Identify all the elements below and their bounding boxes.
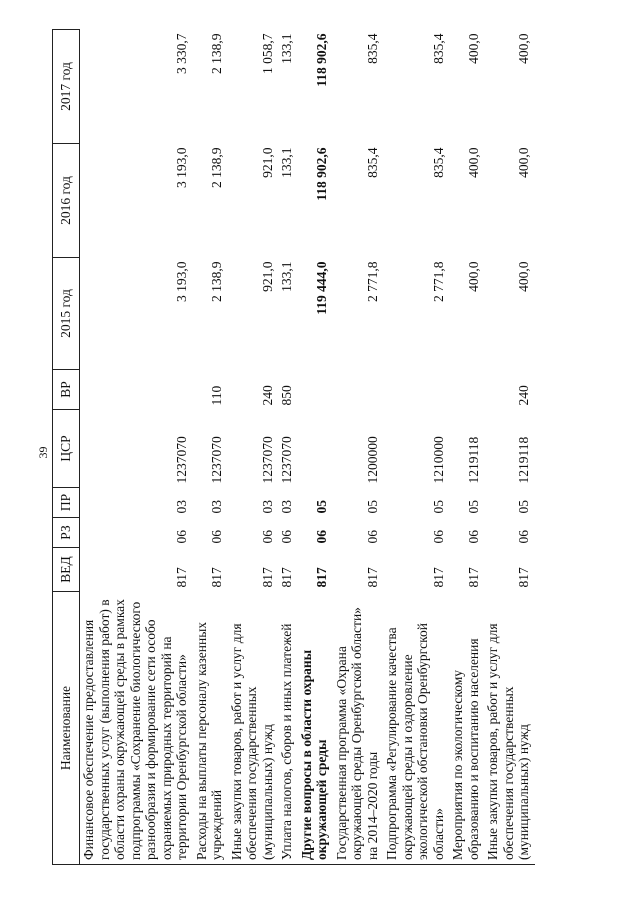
row-vr (80, 370, 193, 410)
row-vr (333, 370, 384, 410)
table-row (228, 30, 279, 865)
table-row (333, 30, 384, 865)
row-vr (383, 370, 449, 410)
row-amount-2015: 400,0 (465, 261, 481, 292)
row-ved: 817 (516, 567, 531, 588)
table-row (383, 30, 449, 865)
row-amount-2017: 3 330,7 (174, 33, 189, 74)
row-name: Финансовое обеспечение предоставления государственных услуг (выполнения работ) в области охраны окружающей среды в рамках подпрограммы «Сохранение биологического разнообразия и формирование сети особо охраняемых природных территорий на территории Оренбургской области» (80, 592, 193, 865)
row-amount-2016: 118 902,6 (314, 147, 329, 201)
row-amount-2017: 835,4 (430, 33, 446, 64)
row-amount-2017: 400,0 (516, 33, 531, 64)
row-amount-2015: 400,0 (516, 261, 531, 292)
row-amount-2015: 921,0 (259, 261, 275, 292)
header-rz: РЗ (53, 518, 80, 548)
header-year-2016: 2016 год (53, 144, 80, 258)
row-vr: 110 (209, 385, 224, 406)
row-csr: 1237070 (209, 436, 224, 484)
row-amount-2017: 133,1 (279, 33, 294, 64)
row-pr: 03 (279, 500, 294, 514)
row-pr: 05 (430, 500, 446, 514)
row-csr (298, 410, 333, 488)
row-rz: 06 (364, 530, 380, 544)
row-csr: 1210000 (430, 436, 446, 484)
table-row (80, 30, 193, 865)
row-rz: 06 (209, 530, 224, 544)
table-row (484, 30, 535, 865)
row-pr: 05 (516, 500, 531, 514)
row-vr: 850 (279, 385, 294, 406)
row-rz: 06 (465, 530, 481, 544)
header-name: Наименование (53, 592, 80, 865)
row-ved: 817 (465, 567, 481, 588)
page-number: 39 (36, 446, 50, 459)
row-ved: 817 (209, 567, 224, 588)
table-row (278, 30, 298, 865)
budget-table (52, 29, 535, 865)
row-amount-2016: 3 193,0 (174, 147, 189, 188)
row-amount-2016: 133,1 (279, 147, 294, 178)
row-pr: 05 (364, 500, 380, 514)
table-header-row (53, 30, 80, 865)
row-amount-2015: 2 771,8 (364, 261, 380, 302)
row-vr (449, 370, 484, 410)
row-csr: 1219118 (465, 436, 481, 484)
row-csr: 1237070 (174, 436, 189, 484)
row-csr: 1200000 (364, 436, 380, 484)
row-ved: 817 (174, 567, 189, 588)
row-amount-2015: 2 138,9 (209, 261, 224, 302)
row-name: Подпрограмма «Регулирование качества окружающей среды и оздоровление экологической обстановки Оренбургской области» (383, 592, 449, 865)
row-rz: 06 (174, 530, 189, 544)
row-amount-2016: 2 138,9 (209, 147, 224, 188)
row-rz: 06 (314, 530, 329, 544)
row-amount-2016: 835,4 (364, 147, 380, 178)
header-vr: ВР (53, 370, 80, 410)
row-name: Другие вопросы в области охраны окружающей среды (298, 592, 333, 865)
row-rz: 06 (259, 530, 275, 544)
row-amount-2015: 133,1 (279, 261, 294, 292)
header-ved: ВЕД (53, 548, 80, 592)
header-csr: ЦСР (53, 410, 80, 488)
row-amount-2016: 921,0 (259, 147, 275, 178)
row-name: Иные закупки товаров, работ и услуг для обеспечения государственных (муниципальных) нужд (228, 592, 279, 865)
table-row (449, 30, 484, 865)
row-rz: 06 (279, 530, 294, 544)
row-name: Расходы на выплаты персоналу казенных учреждений (193, 592, 228, 865)
row-amount-2017: 835,4 (364, 33, 380, 64)
row-name: Иные закупки товаров, работ и услуг для обеспечения государственных (муниципальных) нужд (484, 592, 535, 865)
row-amount-2017: 118 902,6 (314, 33, 329, 87)
row-name: Уплата налогов, сборов и иных платежей (278, 592, 298, 865)
row-csr: 1219118 (516, 436, 531, 484)
table-row (193, 30, 228, 865)
row-pr: 05 (465, 500, 481, 514)
row-ved: 817 (430, 567, 446, 588)
row-pr: 03 (174, 500, 189, 514)
header-year-2017: 2017 год (53, 30, 80, 144)
row-amount-2016: 835,4 (430, 147, 446, 178)
row-ved: 817 (314, 567, 329, 588)
row-amount-2016: 400,0 (516, 147, 531, 178)
row-amount-2015: 3 193,0 (174, 261, 189, 302)
row-ved: 817 (364, 567, 380, 588)
row-vr: 240 (259, 385, 275, 406)
row-amount-2017: 400,0 (465, 33, 481, 64)
row-pr: 03 (209, 500, 224, 514)
row-rz: 06 (430, 530, 446, 544)
row-name: Государственная программа «Охрана окружающей среды Оренбургской области» на 2014–2020 годы (333, 592, 384, 865)
row-rz: 06 (516, 530, 531, 544)
row-ved: 817 (259, 567, 275, 588)
row-pr: 05 (314, 500, 329, 514)
row-vr (298, 370, 333, 410)
row-amount-2017: 2 138,9 (209, 33, 224, 74)
table-body (80, 30, 535, 865)
header-pr: ПР (53, 488, 80, 518)
row-amount-2015: 2 771,8 (430, 261, 446, 302)
row-vr: 240 (516, 385, 531, 406)
table-row (298, 30, 333, 865)
row-pr: 03 (259, 500, 275, 514)
row-amount-2016: 400,0 (465, 147, 481, 178)
row-csr: 1237070 (259, 436, 275, 484)
header-year-2015: 2015 год (53, 258, 80, 370)
row-amount-2015: 119 444,0 (314, 261, 329, 315)
row-ved: 817 (279, 567, 294, 588)
row-name: Мероприятия по экологическому образованию и воспитанию населения (449, 592, 484, 865)
row-csr: 1237070 (279, 436, 294, 484)
row-amount-2017: 1 058,7 (259, 33, 275, 74)
